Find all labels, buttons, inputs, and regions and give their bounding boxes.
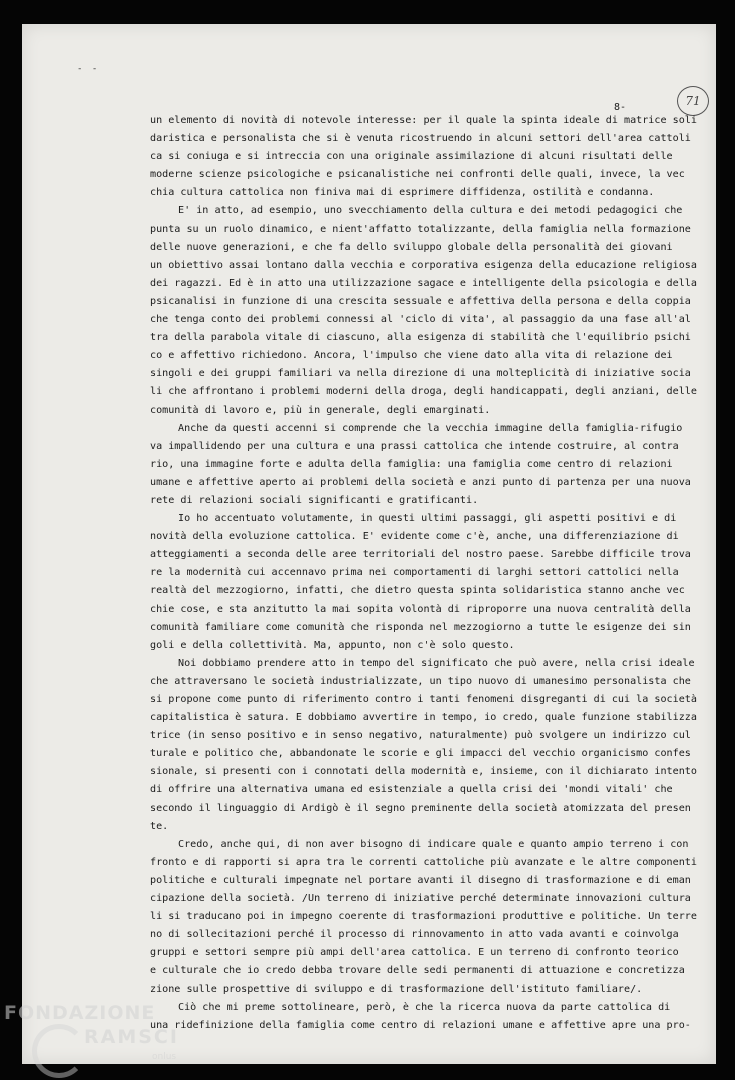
- text-line: E' in atto, ad esempio, uno svecchiamento della cultura e dei metodi pedagogici che: [178, 205, 683, 217]
- watermark-suffix: onlus: [152, 1052, 177, 1062]
- watermark-g-logo-icon: [32, 1024, 86, 1078]
- text-line: rio, una immagine forte e adulta della famiglia: una famiglia come centro di relazioni: [150, 458, 673, 470]
- text-line: punta su un ruolo dinamico, e nient'affatto totalizzante, della famiglia nella formazione: [150, 223, 691, 235]
- text-line: chie cose, e sta anzitutto la mai sopita volontà di riproporre una nuova centralità della: [150, 603, 691, 615]
- text-line: dei ragazzi. Ed è in atto una utilizzazione sagace e intelligente della psicologia e della: [150, 277, 697, 289]
- text-line: fronto e di rapporti si apra tra le correnti cattoliche più avanzate e le altre componenti: [150, 856, 697, 868]
- text-line: moderne scienze psicologiche e psicanalistiche nei confronti delle quali, invece, la vec: [150, 169, 685, 181]
- text-line: delle nuove generazioni, e che fa dello sviluppo globale della personalità dei giovani: [150, 241, 673, 253]
- paragraph: [150, 836, 697, 999]
- text-line: no di sollecitazioni perché il processo di rinnovamento in atto vada avanti e coinvolga: [150, 929, 679, 941]
- text-line: Noi dobbiamo prendere atto in tempo del significato che può avere, nella crisi ideale: [178, 657, 695, 669]
- text-line: goli e della collettività. Ma, appunto, non c'è solo questo.: [150, 639, 515, 651]
- text-line: di offrire una alternativa umana ed esistenziale a quella crisi dei 'mondi vitali' che: [150, 784, 673, 796]
- text-line: comunità di lavoro e, più in generale, degli emarginati.: [150, 404, 491, 416]
- text-line: daristica e personalista che si è venuta ricostruendo in alcuni settori dell'area cattoli: [150, 133, 691, 145]
- text-line: politiche e culturali impegnate nel portare avanti il disegno di trasformazione e di eman: [150, 874, 691, 886]
- paragraph: [150, 655, 697, 836]
- text-line: sionale, si presenti con i connotati della modernità e, insieme, con il dichiarato intento: [150, 766, 697, 778]
- text-line: Io ho accentuato volutamente, in questi ultimi passaggi, gli aspetti positivi e di: [178, 513, 677, 525]
- text-line: turale e politico che, abbandonate le scorie e gli impacci del vecchio organicismo confes: [150, 748, 691, 760]
- text-line: si propone come punto di riferimento contro i tanti fenomeni disgreganti di cui la società: [150, 694, 697, 705]
- text-line: una ridefinizione della famiglia come centro di relazioni umane e affettive apre una pro-: [150, 1019, 691, 1031]
- text-line: tra della parabola vitale di ciascuno, alla esigenza di stabilità che l'equilibrio psichi: [150, 332, 691, 344]
- paragraph: [150, 510, 691, 655]
- text-line: trice (in senso positivo e in senso negativo, naturalmente) può svolgere un indirizzo cul: [150, 730, 691, 742]
- text-line: cipazione della società. /Un terreno di iniziative perché determinate innovazioni cultura: [150, 893, 691, 905]
- text-line: umane e affettive aperto ai problemi della società e anzi punto di partenza per una nuova: [150, 476, 691, 488]
- text-line: co e affettivo richiedono. Ancora, l'impulso che viene dato alla vita di relazione dei: [150, 350, 673, 362]
- paragraph: [150, 112, 697, 202]
- page-number: 8-: [614, 102, 627, 113]
- text-line: secondo il linguaggio di Ardigò è il segno preminente della società atomizzata del presen: [150, 802, 691, 814]
- text-line: li che affrontano i problemi moderni della droga, degli handicappati, degli anziani, delle: [150, 386, 697, 398]
- text-line: zione sulle prospettive di sviluppo e di trasformazione dell'istituto familiare/.: [150, 983, 643, 995]
- text-line: ca si coniuga e si intreccia con una originale assimilazione di alcuni risultati delle: [150, 151, 673, 163]
- text-line: chia cultura cattolica non finiva mai di esprimere diffidenza, ostilità e condanna.: [150, 187, 655, 199]
- paragraph: [150, 202, 697, 419]
- archive-number-stamp: 71: [677, 86, 709, 116]
- text-line: realtà del mezzogiorno, infatti, che dietro questa spinta solidaristica stanno anche vec: [150, 585, 685, 597]
- text-line: rete di relazioni sociali significanti e gratificanti.: [150, 494, 479, 506]
- text-line: re la modernità cui accennavo prima nei comportamenti di larghi settori cattolici nella: [150, 567, 679, 579]
- paragraph: [150, 420, 691, 510]
- text-line: un elemento di novità di notevole interesse: per il quale la spinta ideale di matrice soli: [150, 115, 697, 126]
- text-line: Anche da questi accenni si comprende che la vecchia immagine della famiglia-rifugio: [178, 422, 683, 434]
- text-line: Ciò che mi preme sottolineare, però, è che la ricerca nuova da parte cattolica di: [178, 1001, 671, 1013]
- text-line: che tenga conto dei problemi connessi al 'ciclo di vita', al passaggio da una fase all'al: [150, 314, 691, 326]
- text-line: psicanalisi in funzione di una crescita sessuale e affettiva della persona e della coppia: [150, 295, 691, 307]
- watermark-line1: FONDAZIONE: [4, 1002, 156, 1024]
- text-line: Credo, anche qui, di non aver bisogno di indicare quale e quanto ampio terreno i con: [178, 838, 689, 850]
- text-line: li si traducano poi in impegno coerente di trasformazioni produttive e politiche. Un terre: [150, 911, 697, 923]
- text-line: comunità familiare come comunità che risponda nel mezzogiorno a tutte le esigenze dei sin: [150, 621, 691, 633]
- text-line: e culturale che io credo debba trovare delle sedi permanenti di attuazione e concretizza: [150, 965, 685, 977]
- text-line: che attraversano le società industrializzate, un tipo nuovo di umanesimo personalista che: [150, 675, 691, 687]
- foundation-watermark: [4, 1000, 194, 1080]
- text-line: capitalistica è satura. E dobbiamo avvertire in tempo, io credo, quale funzione stabilizza: [150, 712, 697, 724]
- text-line: un obiettivo assai lontano dalla vecchia e corporativa esigenza della educazione religiosa: [150, 259, 697, 271]
- document-body: [150, 112, 697, 1035]
- text-line: gruppi e settori sempre più ampi dell'area cattolica. E un terreno di confronto teorico: [150, 947, 679, 959]
- text-line: va impallidendo per una cultura e una prassi cattolica che intende costruire, al contra: [150, 440, 679, 452]
- watermark-line2: RAMSCI: [84, 1026, 179, 1048]
- text-line: singoli e dei gruppi familiari va nella direzione di una molteplicità di iniziative socia: [150, 368, 691, 380]
- corner-marks: - -: [77, 64, 100, 74]
- text-line: novità della evoluzione cattolica. E' evidente come c'è, anche, una differenziazione di: [150, 531, 679, 543]
- text-line: atteggiamenti a seconda delle aree territoriali del nostro paese. Sarebbe difficile trova: [150, 549, 691, 561]
- text-line: te.: [150, 820, 169, 832]
- paragraph: [150, 999, 691, 1035]
